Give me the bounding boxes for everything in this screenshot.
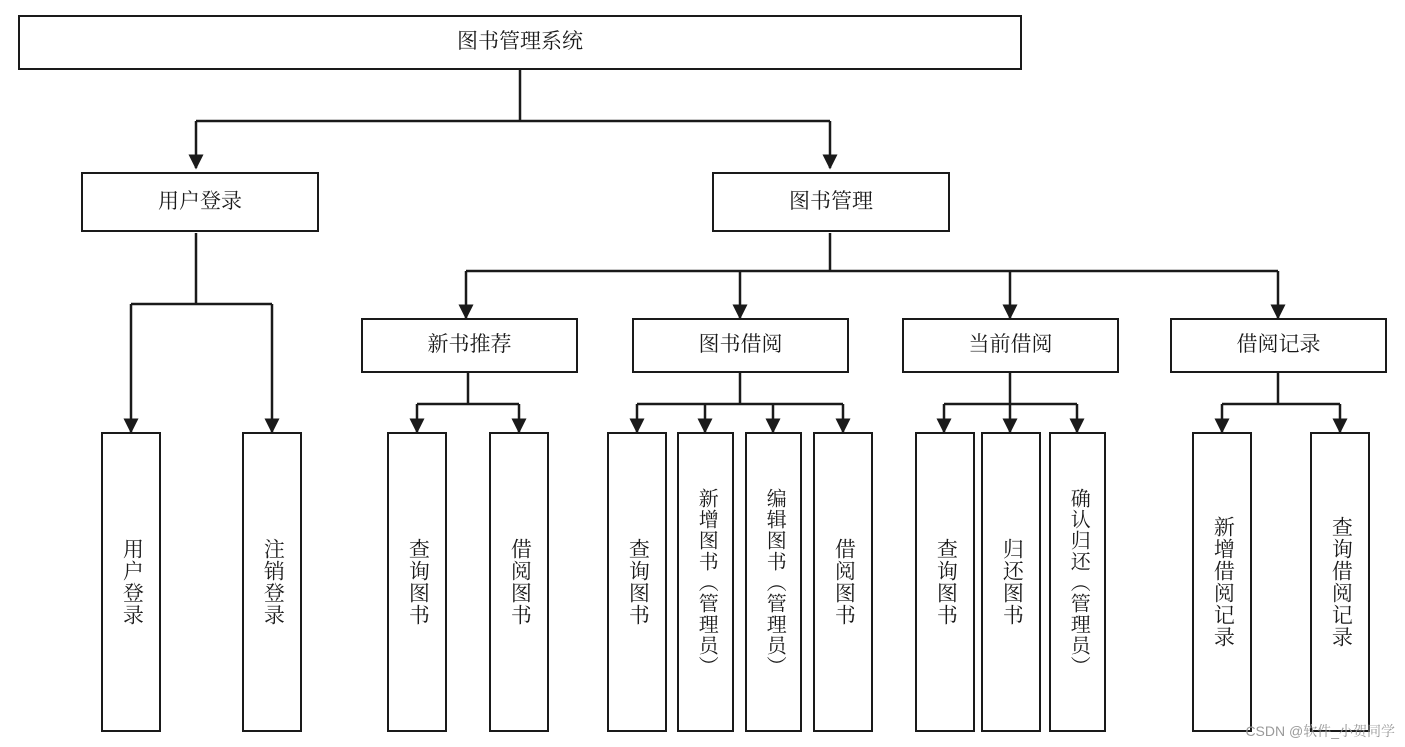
node-root-label: 图书管理系统 — [457, 30, 583, 54]
node-cur-query-book-label: 查询图书 — [934, 538, 958, 626]
node-record-query[interactable] — [1310, 432, 1370, 732]
node-current-borrow-label: 当前借阅 — [968, 333, 1053, 357]
node-login-user[interactable] — [101, 432, 161, 732]
node-rec-borrow-book-label: 借阅图书 — [508, 538, 532, 626]
node-borrow-query-book-label: 查询图书 — [626, 538, 650, 626]
node-user-login-label: 用户登录 — [158, 189, 242, 213]
node-cur-query-book[interactable] — [915, 432, 975, 732]
node-borrow-add-book-label: 新增图书（管理员） — [695, 487, 718, 677]
node-record-add-label: 新增借阅记录 — [1211, 516, 1235, 648]
node-record-query-label: 查询借阅记录 — [1329, 516, 1353, 648]
node-login-user-label: 用户登录 — [120, 538, 144, 626]
node-book-borrow[interactable] — [632, 318, 849, 373]
node-borrow-record-label: 借阅记录 — [1236, 333, 1321, 357]
node-borrow-record[interactable] — [1170, 318, 1387, 373]
node-rec-query-book-label: 查询图书 — [406, 538, 430, 626]
node-user-login[interactable] — [81, 172, 319, 232]
node-root[interactable] — [18, 15, 1022, 70]
node-book-borrow-label: 图书借阅 — [698, 333, 783, 357]
node-new-book-recommend[interactable] — [361, 318, 578, 373]
node-cur-confirm-return[interactable] — [1049, 432, 1106, 732]
node-cur-return-book[interactable] — [981, 432, 1041, 732]
node-cur-confirm-return-label: 确认归还（管理员） — [1067, 487, 1090, 677]
watermark: CSDN @软件_小贺同学 — [1245, 723, 1395, 739]
node-borrow-borrow-book-label: 借阅图书 — [832, 538, 856, 626]
node-borrow-borrow-book[interactable] — [813, 432, 873, 732]
node-record-add[interactable] — [1192, 432, 1252, 732]
node-new-book-recommend-label: 新书推荐 — [427, 333, 512, 357]
node-borrow-edit-book[interactable] — [745, 432, 802, 732]
node-borrow-query-book[interactable] — [607, 432, 667, 732]
node-book-management-label: 图书管理 — [789, 189, 873, 213]
node-borrow-edit-book-label: 编辑图书（管理员） — [763, 487, 786, 677]
node-logout-user-label: 注销登录 — [261, 538, 285, 626]
node-logout-user[interactable] — [242, 432, 302, 732]
node-rec-query-book[interactable] — [387, 432, 447, 732]
node-rec-borrow-book[interactable] — [489, 432, 549, 732]
node-current-borrow[interactable] — [902, 318, 1119, 373]
node-book-management[interactable] — [712, 172, 950, 232]
node-borrow-add-book[interactable] — [677, 432, 734, 732]
node-cur-return-book-label: 归还图书 — [1000, 538, 1024, 626]
